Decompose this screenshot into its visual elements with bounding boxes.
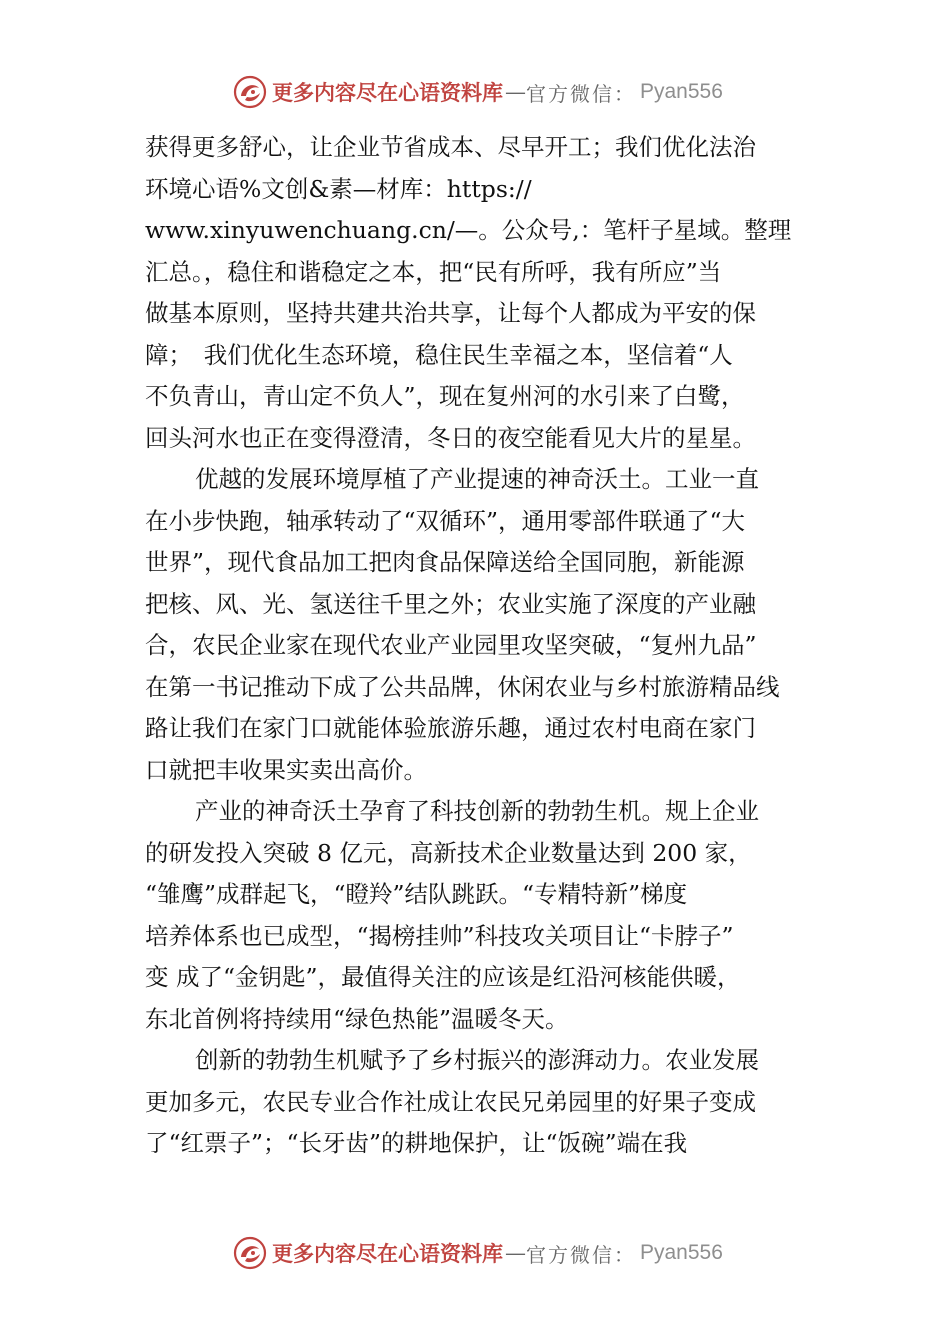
text-line: 更加多元，农民专业合作社成让农民兄弟园里的好果子变成 [145, 1087, 756, 1116]
text-line: 世界”，现代食品加工把肉食品保障送给全国同胞，新能源 [145, 548, 745, 576]
banner-title: 更多内容尽在心语资料库 [272, 80, 503, 105]
text-line: 了“红票子”；“长牙齿”的耕地保护，让“饭碗”端在我 [145, 1129, 688, 1157]
header-banner [232, 72, 752, 112]
text-line: 在小步快跑，轴承转动了“双循环”，通用零部件联通了“大 [145, 506, 746, 535]
text-line: 合，农民企业家在现代农业产业园里攻坚突破，“复州九品” [145, 631, 757, 659]
text-line: 障； 我们优化生态环境，稳住民生幸福之本，坚信着“人 [145, 340, 733, 369]
footer-banner [232, 1233, 752, 1273]
text-line: 变 成了“金钥匙”，最值得关注的应该是红沿河核能供暖， [145, 963, 741, 991]
wechat-swirl-logo-icon [232, 1235, 268, 1271]
text-line: 把核、风、光、氢送往千里之外；农业实施了深度的产业融 [145, 589, 756, 618]
paragraph-start-line: 创新的勃勃生机赋予了乡村振兴的澎湃动力。农业发展 [195, 1046, 759, 1074]
banner-wechat-id: Pyan556 [640, 80, 723, 103]
text-line: 培养体系也已成型，“揭榜挂帅”科技攻关项目让“卡脖子” [145, 921, 734, 950]
text-line: 环境心语%文创&素—材库：https:// [145, 174, 532, 203]
document-body [145, 127, 835, 1165]
banner-wechat-id: Pyan556 [640, 1241, 723, 1264]
banner-separator: — [505, 80, 526, 104]
text-line: 在第一书记推动下成了公共品牌，休闲农业与乡村旅游精品线 [145, 672, 780, 701]
text-line: www.xinyuwenchuang.cn/—。公众号,：笔杆子星域。整理 [145, 216, 792, 244]
paragraph-start-line: 优越的发展环境厚植了产业提速的神奇沃土。工业一直 [195, 465, 759, 493]
text-line: 回头河水也正在变得澄清，冬日的夜空能看见大片的星星。 [145, 423, 756, 452]
banner-wechat-label: 官方微信： [526, 81, 636, 106]
text-line: 路让我们在家门口就能体验旅游乐趣，通过农村电商在家门 [145, 714, 756, 742]
text-line: 获得更多舒心，让企业节省成本、尽早开工；我们优化法治 [145, 133, 756, 161]
text-line: 做基本原则，坚持共建共治共享，让每个人都成为平安的保 [145, 299, 756, 327]
paragraph-start-line: 产业的神奇沃土孕育了科技创新的勃勃生机。规上企业 [195, 797, 759, 825]
text-line: 的研发投入突破 8 亿元，高新技术企业数量达到 200 家， [145, 838, 752, 867]
text-line: 东北首例将持续用“绿色热能”温暖冬天。 [145, 1004, 569, 1033]
text-line: 不负青山，青山定不负人”，现在复州河的水引来了白鹭， [145, 382, 745, 410]
text-line: “雏鹰”成群起飞，“瞪羚”结队跳跃。“专精特新”梯度 [145, 880, 688, 908]
text-line: 口就把丰收果实卖出高价。 [145, 755, 427, 784]
banner-wechat-label: 官方微信： [526, 1242, 636, 1267]
wechat-swirl-logo-icon [232, 74, 268, 110]
banner-separator: — [505, 1241, 526, 1265]
banner-title: 更多内容尽在心语资料库 [272, 1241, 503, 1266]
text-line: 汇总。，稳住和谐稳定之本，把“民有所呼，我有所应”当 [145, 257, 722, 286]
